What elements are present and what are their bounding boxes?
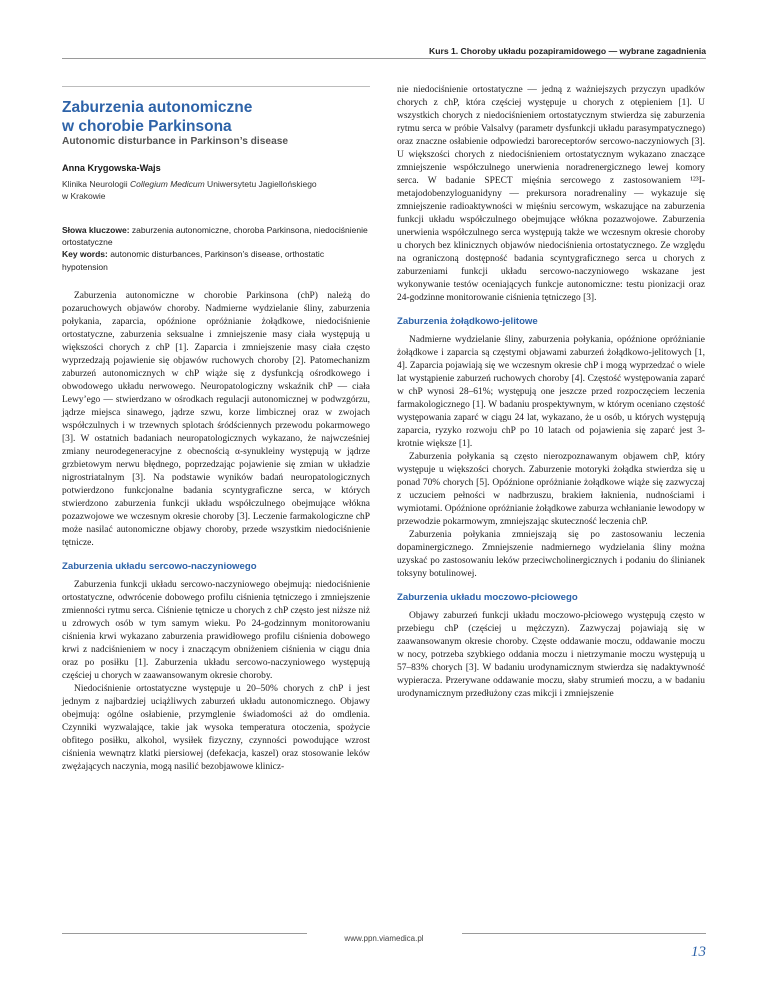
- author-affiliation: Klinika Neurologii Collegium Medicum Uniwersytetu Jagiellońskiego w Krakowie: [62, 179, 317, 201]
- right-column: [397, 84, 705, 701]
- cardio-paragraph-2: Niedociśnienie ortostatyczne występuje u 20–50% chorych z chP i jest jednym z najbardziej uciążliwych zaburzeń układu autonomicznego. Objawy obejmują: ogólne osłabienie, przymglenie świadomości aż do omdlenia. Czynniki wyzwalające, takie jak wysoka temperatura otoczenia, spożycie obfitego posiłku, alkohol, wysiłek fizyczny, czynności powodujące wzrost ciśnienia wewnątrz klatki piersiowej (defekacja, kaszel) oraz stosowanie leków zwężających naczynia, mogą nasilić bezobjawowe klinicz-: [62, 684, 370, 772]
- section-heading-cardiovascular: Zaburzenia układu sercowo-naczyniowego: [62, 561, 257, 572]
- keywords-en: Key words: autonomic disturbances, Parkinson’s disease, orthostatic hypotension: [62, 249, 325, 272]
- left-column: [62, 290, 370, 774]
- cardio-continuation: nie niedociśnienie ortostatyczne — jedną z ważniejszych przyczyn upadków chorych z chP, która częściej występuje u chorych z otępieniem [1]. U wszystkich chorych z niedociśnieniem ortostatycznym stwierdza się zaburzenia rytmu serca w próbie Valsalvy (parametr dysfunkcji układu parasympatycznego) oraz znaczne osłabienie odpowiedzi baroreceptorów sercowo-naczyniowych [3]. U większości chorych z niedociśnieniem ortostatycznym wykazano znaczące zmniejszenie współczulnego unerwienia noradrenergicznego lewej komory serca. W badanie SPECT mięśnia sercowego z zastosowaniem ¹²³I-metajodobenzyloguanidyny — prekursora noradrenaliny — wykazuje się zmniejszenie radioaktywności w mięśniu sercowym, wskazujące na zaburzenia funkcji układu współczulnego obejmujące włókna pozazwojowe. Zaburzenia unerwienia współczulnego serca występują także we wczesnym okresie choroby u chorych bez klinicznych objawów niedociśnienia ortostatycznego. Ze względu na ograniczoną dostępność badania scyntygraficznego serca u chorych z zaburzeniami funkcji układu sercowo-naczyniowego wskazane jest wykonywanie testów oceniających funkcje autonomiczne: testu pionizacji oraz 24-godzinne monitorowanie ciśnienia tętniczego [3].: [397, 85, 705, 303]
- intro-paragraph: Zaburzenia autonomiczne w chorobie Parkinsona (chP) należą do pozaruchowych objawów choroby. Nadmierne wydzielanie śliny, zaburzenia połykania, zaparcia, opóźnione opróżnianie żołądkowe, niedociśnienie ortostatyczne, zaburzenia seksualne i zmniejszenie masy ciała występują u większości chorych z chP [1]. Zaparcia i zmniejszenie masy ciała często wyprzedzają pojawienie się objawów ruchowych choroby [2]. Patomechanizm zaburzeń autonomicznych w chP wiąże się z dysfunkcją ośrodkowego i obwodowego układu nerwowego. Neuropatologiczny wskaźnik chP — ciała Lewy’ego — stwierdzano w ośrodkach regulacji autonomicznej w podwzgórzu, jądrze miejsca sinawego, jądrze szwu, korze limbicznej oraz w zwojach współczulnych i w trzewnych splotach śródściennych przewodu pokarmowego [3]. W ostatnich badaniach neuropatologicznych wykazano, że najwcześniej zmiany neurodegeneracyjne z obecnością α-synukleiny występują w jądrze grzbietowym nerwu błędnego, poprzedzając pojawienie się zmian w układzie nigrostriatalnym [3]. Na podstawie wyników badań neuropatologicznych potwierdzono funkcjonalne badania scyntygraficzne serca, w których stwierdzono zaburzenia funkcji układu współczulnego obejmujące włókna pozazwojowe we wczesnym okresie choroby [3]. Leczenie farmakologiczne chP może nasilać autonomiczne objawy choroby, przede wszystkim niedociśnienie tętnicze.: [62, 291, 370, 548]
- gi-paragraph-1: Nadmierne wydzielanie śliny, zaburzenia połykania, opóźnione opróżnianie żołądkowe i zaparcia są częstymi objawami zaburzeń żołądkowo-jelitowych [1, 4]. Zaparcia pojawiają się we wczesnym okresie chP i mogą wyprzedzać o wiele lat wystąpienie zaburzeń ruchowych choroby [4]. Częstość występowania zaparć w chP wynosi 28–61%; występują one jeszcze przed rozpoczęciem leczenia farmakologicznego [1]. W badaniu prospektywnym, w którym oceniano częstość występowania zaparć w ciągu 24 lat, wykazano, że u osób, u których występują zaparcia, ryzyko rozwoju chP po 10 latach od pojawienia się zaparć jest 3-krotnie większe [1].: [397, 335, 705, 449]
- keywords-block: [62, 224, 370, 273]
- keywords-pl: Słowa kluczowe: zaburzenia autonomiczne, choroba Parkinsona, niedociśnienie ortostatyczne: [62, 225, 368, 248]
- author-name: Anna Krygowska-Wajs: [62, 163, 161, 173]
- title-rule: [62, 86, 370, 87]
- section-heading-gastrointestinal: Zaburzenia żołądkowo-jelitowe: [397, 316, 538, 327]
- article-subtitle: Autonomic disturbance in Parkinson’s disease: [62, 136, 289, 147]
- gi-paragraph-3: Zaburzenia połykania zmniejszają się po zastosowaniu leczenia dopaminergicznego. Zmniejszenie nadmiernego wydzielania śliny można uzyskać po zastosowaniu leków przeciwcholinergicznych i podaniu do ślinianek toksyny botulinowej.: [397, 530, 705, 579]
- gi-paragraph-2: Zaburzenia połykania są często nierozpoznawanym objawem chP, który występuje u większości chorych. Zaburzenie motoryki żołądka stwierdza się u ponad 70% chorych [5]. Opóźnione opróżnianie żołądkowe wiąże się zazwyczaj z uczuciem pełności w nadbrzuszu, brakiem łaknienia, nudnościami i wymiotami. Opóźnione opróżnianie żołądkowe zaburza wchłanianie lewodopy w przewodzie pokarmowym, zmniejszając skuteczność leczenia chP.: [397, 452, 705, 527]
- article-title: [62, 98, 370, 136]
- header-rule: [62, 58, 706, 59]
- cardio-paragraph-1: Zaburzenia funkcji układu sercowo-naczyniowego obejmują: niedociśnienie ortostatyczne, odwrócenie dobowego profilu ciśnienia tętniczego i zmniejszenie zmienności rytmu serca. Ciśnienie tętnicze u chorych z chP często jest niższe niż u zdrowych osób w tym samym wieku. Po 24-godzinnym monitorowaniu ciśnienia krwi wykazano zaburzenia prawidłowego profilu ciśnienia dobowego krwi z nadciśnieniem w nocy i znaczącym obniżeniem ciśnienia w ciągu dnia oraz po posiłku [1]. Zaburzenia układu sercowo-naczyniowego występują częściej u chorych w zaawansowanym okresie choroby.: [62, 580, 370, 681]
- urogenital-paragraph-1: Objawy zaburzeń funkcji układu moczowo-płciowego występują często w przebiegu chP (częściej u mężczyzn). Zazwyczaj pojawiają się w zaawansowanym okresie choroby. Częste oddawanie moczu, oddawanie moczu w nocy, potrzeba szybkiego oddania moczu i nietrzymanie moczu występują u 57–83% chorych [3]. W badaniu urodynamicznym stwierdza się nadaktywność wypieracza. Przerywane oddawanie moczu, słaby strumień moczu, a w badaniu urodynamicznym przedłużony czas mikcji i zmniejszenie: [397, 611, 705, 699]
- footer-url: www.ppn.viamedica.pl: [344, 934, 424, 943]
- page-number: 13: [691, 944, 706, 960]
- title-line-2: w chorobie Parkinsona: [62, 118, 232, 135]
- section-heading-urogenital: Zaburzenia układu moczowo-płciowego: [397, 592, 578, 603]
- running-head: Kurs 1. Choroby układu pozapiramidowego — wybrane zagadnienia: [429, 46, 706, 56]
- title-line-1: Zaburzenia autonomiczne: [62, 99, 253, 116]
